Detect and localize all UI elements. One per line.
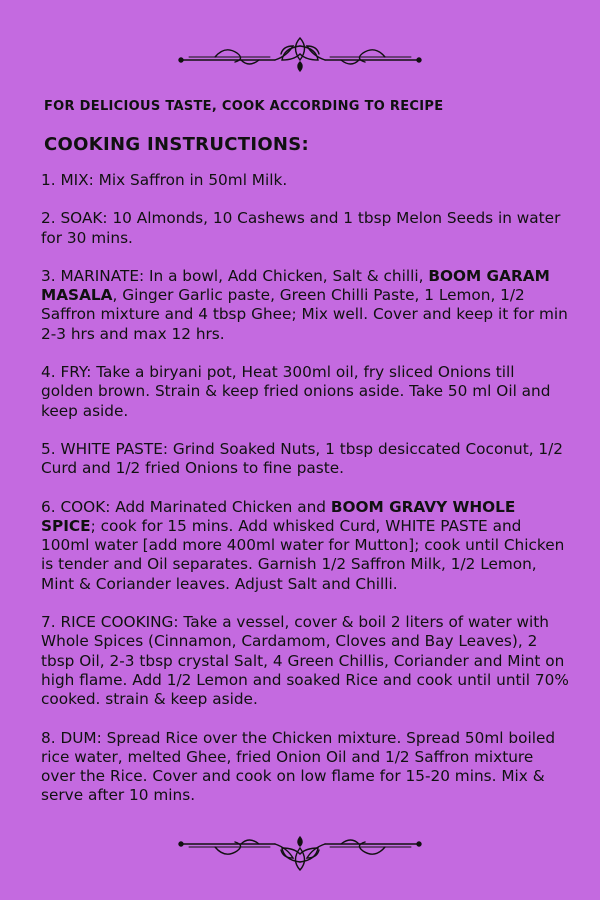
ornament-divider-bottom (175, 834, 425, 874)
instruction-steps-list (41, 171, 569, 825)
step-5: 5. WHITE PASTE: Grind Soaked Nuts, 1 tbsp desiccated Coconut, 1/2 Curd and 1/2 fried Onions to fine paste. (41, 439, 564, 478)
recipe-tagline: FOR DELICIOUS TASTE, COOK ACCORDING TO RECIPE (44, 99, 444, 114)
product-name-garam-masala: BOOM GARAM MASALA (41, 266, 550, 305)
step-1: 1. MIX: Mix Saffron in 50ml Milk. (41, 171, 288, 189)
step-3: 3. MARINATE: In a bowl, Add Chicken, Salt & chilli, BOOM GARAM MASALA, Ginger Garlic paste, Green Chilli Paste, 1 Lemon, 1/2 Saffron mixture and 4 tbsp Ghee; Mix well. Cover and keep it for min 2-3 hrs and max 12 hrs. (41, 266, 568, 343)
step-8: 8. DUM: Spread Rice over the Chicken mixture. Spread 50ml boiled rice water, melted Ghee, fried Onion Oil and 1/2 Saffron mixture over the Rice. Cover and cook on low flame for 15-20 mins. Mix & serve after 10 mins. (41, 728, 556, 805)
step-2: 2. SOAK: 10 Almonds, 10 Cashews and 1 tbsp Melon Seeds in water for 30 mins. (41, 209, 561, 247)
step-6: 6. COOK: Add Marinated Chicken and BOOM GRAVY WHOLE SPICE; cook for 15 mins. Add whisked Curd, WHITE PASTE and 100ml water [add more 400ml water for Mutton]; cook until Chicken is tender and Oil separates. Garnish 1/2 Saffron Milk, 1/2 Lemon, Mint & Coriander leaves. Adjust Salt and Chilli. (41, 497, 565, 593)
step-4: 4. FRY: Take a biryani pot, Heat 300ml oil, fry sliced Onions till golden brown. Strain & keep fried onions aside. Take 50 ml Oil and keep aside. (41, 363, 551, 420)
cooking-instructions-heading: COOKING INSTRUCTIONS: (44, 134, 310, 155)
product-name-gravy-whole-spice: BOOM GRAVY WHOLE SPICE (41, 497, 516, 535)
ornament-divider-top (175, 34, 425, 74)
step-7: 7. RICE COOKING: Take a vessel, cover & boil 2 liters of water with Whole Spices (Cinnamon, Cardamom, Cloves and Bay Leaves), 2 tbsp Oil, 2-3 tbsp crystal Salt, 4 Green Chillis, Coriander and Mint on high flame. Add 1/2 Lemon and soaked Rice and cook until until 70% cooked. strain & keep aside. (41, 613, 569, 709)
